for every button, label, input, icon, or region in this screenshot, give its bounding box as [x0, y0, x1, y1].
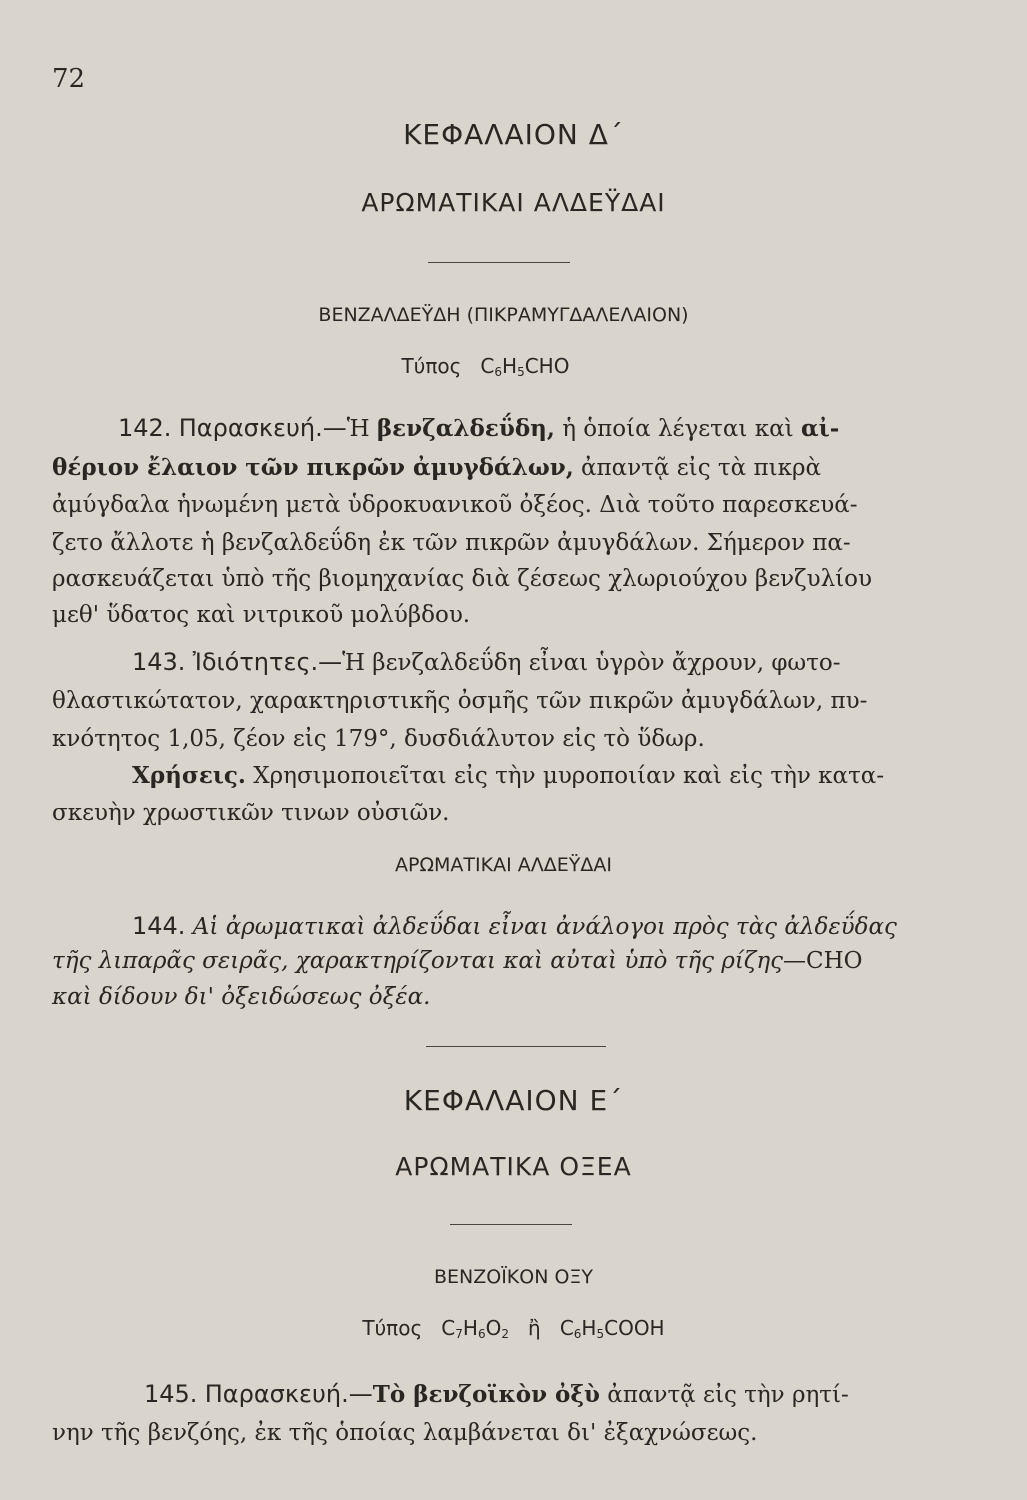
formula-label: Τύπος [401, 354, 462, 378]
p144-line-3: καὶ δίδουν δι' ὀξειδώσεως ὀξέα. [52, 984, 431, 1010]
p143-uses-line-1: Χρήσεις. Χρησιμοποιεῖται εἰς τὴν μυροποιίαν καὶ εἰς τὴν κατα- [132, 762, 885, 789]
p144-line-1: 144. Αἱ ἀρωματικαὶ ἀλδεΰδαι εἶναι ἀνάλογοι πρὸς τὰς ἀλδεΰδας [132, 912, 897, 940]
page-number: 72 [52, 64, 86, 94]
p145-line-1: 145. Παρασκευή.—Τὸ βενζοϊκὸν ὀξὺ ἀπαντᾷ εἰς τὴν ρητί- [144, 1380, 849, 1408]
formula-text: $C_7H_6O_2$ ἢ $C_6H_5COOH$ [441, 1316, 665, 1341]
formula-text: $C_6H_5CHO$ [480, 354, 570, 379]
formula-label: Τύπος [362, 1316, 423, 1340]
p142-line-1: 142. Παρασκευή.—Ἡ βενζαλδεΰδη, ἡ ὁποία λέγεται καὶ αἰ- [118, 414, 840, 442]
p143-line-1: 143. Ἰδιότητες.—Ἡ βενζαλδεΰδη εἶναι ὑγρὸν ἄχρουν, φωτο- [132, 648, 841, 676]
chapter-d-heading: ΚΕΦΑΛΑΙΟΝ Δ΄ [403, 118, 624, 151]
divider-rule [426, 1046, 606, 1047]
p143-line-3: κνότητος 1,05, ζέον εἰς 179°, δυσδιάλυτον εἰς τὸ ὕδωρ. [52, 726, 705, 752]
section-title-benzaldehyde: ΒΕΝΖΑΛΔΕΫΔΗ (ΠΙΚΡΑΜΥΓΔΑΛΕΛΑΙΟΝ) [318, 304, 689, 326]
p144-line-2: τῆς λιπαρᾶς σειρᾶς, χαρακτηρίζονται καὶ αὐταὶ ὑπὸ τῆς ρίζης—CHO [52, 948, 863, 974]
divider-rule [428, 262, 570, 263]
p142-line-3: ἀμύγδαλα ἡνωμένη μετὰ ὑδροκυανικοῦ ὀξέος. Διὰ τοῦτο παρεσκευά- [52, 492, 858, 518]
chapter-e-heading: ΚΕΦΑΛΑΙΟΝ Ε΄ [403, 1084, 624, 1117]
section-title-benzoic-acid: ΒΕΝΖΟΪΚΟΝ ΟΞΥ [433, 1266, 594, 1288]
chapter-e-title: ΑΡΩΜΑΤΙΚΑ ΟΞΕΑ [395, 1152, 632, 1181]
p143-line-2: θλαστικώτατον, χαρακτηριστικῆς ὀσμῆς τῶν πικρῶν ἀμυγδάλων, πυ- [52, 688, 868, 714]
chapter-d-title: ΑΡΩΜΑΤΙΚΑΙ ΑΛΔΕΫΔΑΙ [361, 188, 666, 217]
p145-line-2: νην τῆς βενζόης, ἐκ τῆς ὁποίας λαμβάνεται δι' ἐξαχνώσεως. [52, 1420, 758, 1446]
formula-benzoic-acid [0, 1316, 1027, 1341]
sub-heading-aromatic-aldehydes: ΑΡΩΜΑΤΙΚΑΙ ΑΛΔΕΫΔΑΙ [395, 854, 612, 876]
p142-line-5: ρασκευάζεται ὑπὸ τῆς βιομηχανίας διὰ ζέσεως χλωριούχου βενζυλίου [52, 566, 872, 592]
formula-benzaldehyde [0, 354, 999, 379]
p143-uses-line-2: σκευὴν χρωστικῶν τινων οὐσιῶν. [52, 800, 450, 826]
p142-line-4: ζετο ἄλλοτε ἡ βενζαλδεΰδη ἐκ τῶν πικρῶν ἀμυγδάλων. Σήμερον πα- [52, 530, 851, 556]
p142-line-6: μεθ' ὕδατος καὶ νιτρικοῦ μολύβδου. [52, 602, 471, 628]
divider-rule [450, 1224, 572, 1225]
p142-line-2: θέριον ἔλαιον τῶν πικρῶν ἀμυγδάλων, ἀπαντᾷ εἰς τὰ πικρὰ [52, 454, 822, 481]
